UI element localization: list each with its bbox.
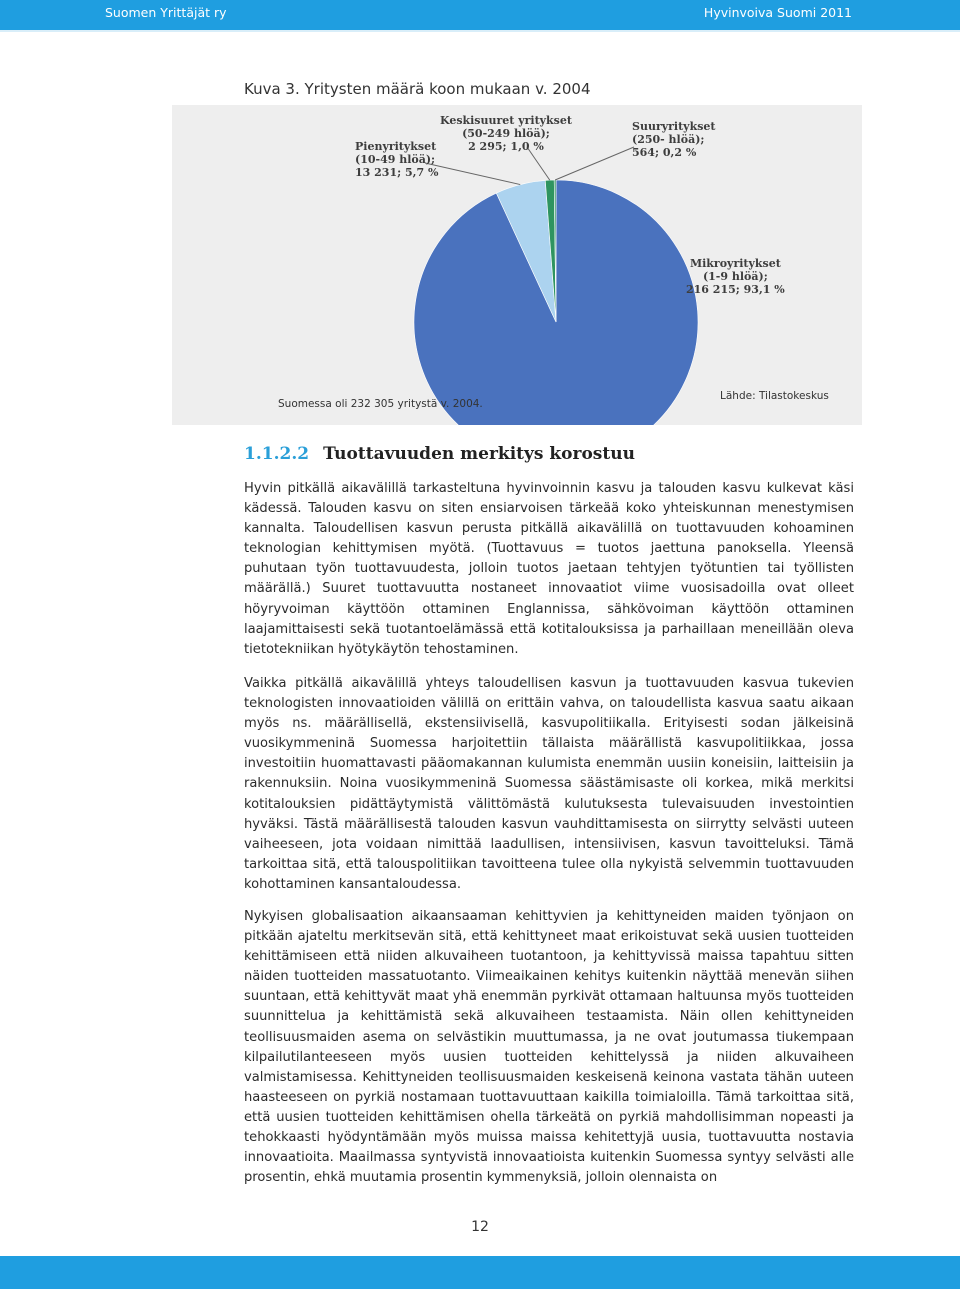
slice-label-micro: Mikroyritykset (1-9 hlöä); 216 215; 93,1 % bbox=[686, 257, 785, 296]
header-publication: Hyvinvoiva Suomi 2011 bbox=[703, 5, 852, 20]
section-heading bbox=[244, 444, 635, 464]
paragraph-3: Nykyisen globalisaation aikaansaaman kehittyvien ja kehittyneiden maiden työnjaon on pitkään ajateltu merkitsevän sitä, että kehittyneet maat erikoistuvat sekä uusien tuotteiden kehittämiseen että niiden alkuvaiheen tuotantoon, ja kehittyvissä maissa tapahtuu sitten näiden tuotteiden massatuotanto. Viimeaikainen kehitys kuitenkin näyttää menevän siihen suuntaan, että kehittyvät maat yhä enemmän pyrkivät ottamaan haltuunsa myös tuotteiden suunnittelua ja kehittämistä sekä alkuvaiheen testaamista. Näin ollen kehittyneiden teollisuusmaiden asema on selvästikin muuttumassa, ja ne ovat joutumassa tiukempaan kilpailutilanteeseen myös uusien tuotteiden kehittelyssä ja niiden alkuvaiheen valmistamisessa. Kehittyneiden teollisuusmaiden keskeisenä keinona vastata tähän uuteen haasteeseen on pyrkiä nostamaan tuottavuuttaan kaikilla toimialoilla. Tämä tarkoittaa sitä, että uusien tuotteiden kehittämisen ohella tärkeätä on pyrkiä mahdollisimman nopeasti ja tehokkaasti hyödyntämään myös muissa maissa kehitettyjä uusia, tuottavuutta nostavia innovaatioita. Maailmassa syntyvistä innovaatioista kuitenkin Suomessa syntyy selvästi alle prosentin, ehkä muutamia prosentin kymmenyksiä, jolloin olennaista on bbox=[244, 909, 854, 1186]
paragraph-2: Vaikka pitkällä aikavälillä yhteys taloudellisen kasvun ja tuottavuuden kasvua tukevien teknologisten innovaatioiden välillä on erittäin vahva, on taloudellista kasvua saatu aikaan myös ns. määrällisellä, ekstensiivisellä, kasvupolitiikalla. Erityisesti sodan jälkeisinä vuosikymmeninä Suomessa harjoitettiin tällaista määrällistä kasvupolitiikkaa, jossa investoitiin huomattavasti pääomakannan kulumista enemmän uusiin koneisiin, laitteisiin ja rakennuksiin. Noina vuosikymmeninä Suomessa säästämisaste oli korkea, mikä merkitsi kotitalouksien pidättäytymistä välittömästä kulutuksesta tulevaisuuden investointien hyväksi. Tästä määrällisestä talouden kasvun vauhdittamisesta on siirrytty selvästi uuteen vaiheeseen, jota voidaan nimittää laadullisen, intensiivisen, kasvun tavoitteluksi. Tämä tarkoittaa sitä, että talouspolitiikan tavoitteena tulee olla nykyistä selvemmin tuottavuuden kohottaminen kansantaloudessa. bbox=[244, 676, 854, 892]
header-bar bbox=[0, 0, 960, 30]
figure-caption: Kuva 3. Yritysten määrä koon mukaan v. 2004 bbox=[244, 80, 591, 98]
page-number: 12 bbox=[471, 1219, 489, 1235]
section-title: Tuottavuuden merkitys korostuu bbox=[323, 444, 635, 464]
chart-note: Suomessa oli 232 305 yritystä v. 2004. bbox=[278, 398, 483, 410]
slice-label-large: Suuryritykset (250- hlöä); 564; 0,2 % bbox=[632, 120, 716, 159]
header-divider bbox=[0, 30, 960, 32]
pie-chart-figure bbox=[172, 105, 862, 425]
paragraph-1: Hyvin pitkällä aikavälillä tarkasteltuna hyvinvoinnin kasvu ja talouden kasvu kulkevat käsi kädessä. Talouden kasvu on siten ensiarvoisen tärkeää koko yhteiskunnan menestymisen kannalta. Taloudellisen kasvun perusta pitkällä aikavälillä on tuottavuuden kohoaminen teknologian kehittymisen myötä. (Tuottavuus = tuotos jaettuna panoksella. Yleensä puhutaan työn tuottavuudesta, jolloin tuotos jaetaan tehtyjen työtuntien tai työllisten määrällä.) Suuret tuottavuutta nostaneet innovaatiot viime vuosisadoilla ovat olleet höyryvoiman käyttöön ottaminen Englannissa, sähkövoiman käyttöön ottaminen laajamittaisesti sekä tuotantoelämässä että kotitalouksissa ja parhaillaan meneillään oleva tietotekniikan hyötykäytön tehostaminen. bbox=[244, 481, 854, 657]
header-publisher: Suomen Yrittäjät ry bbox=[105, 5, 227, 20]
chart-source: Lähde: Tilastokeskus bbox=[720, 390, 829, 402]
slice-label-small: Pienyritykset (10-49 hlöä); 13 231; 5,7 % bbox=[355, 140, 439, 179]
slice-label-medium: Keskisuuret yritykset (50-249 hlöä); 2 295; 1,0 % bbox=[440, 114, 572, 153]
leader-line bbox=[425, 163, 520, 185]
footer-bar bbox=[0, 1256, 960, 1289]
section-number: 1.1.2.2 bbox=[244, 444, 310, 464]
